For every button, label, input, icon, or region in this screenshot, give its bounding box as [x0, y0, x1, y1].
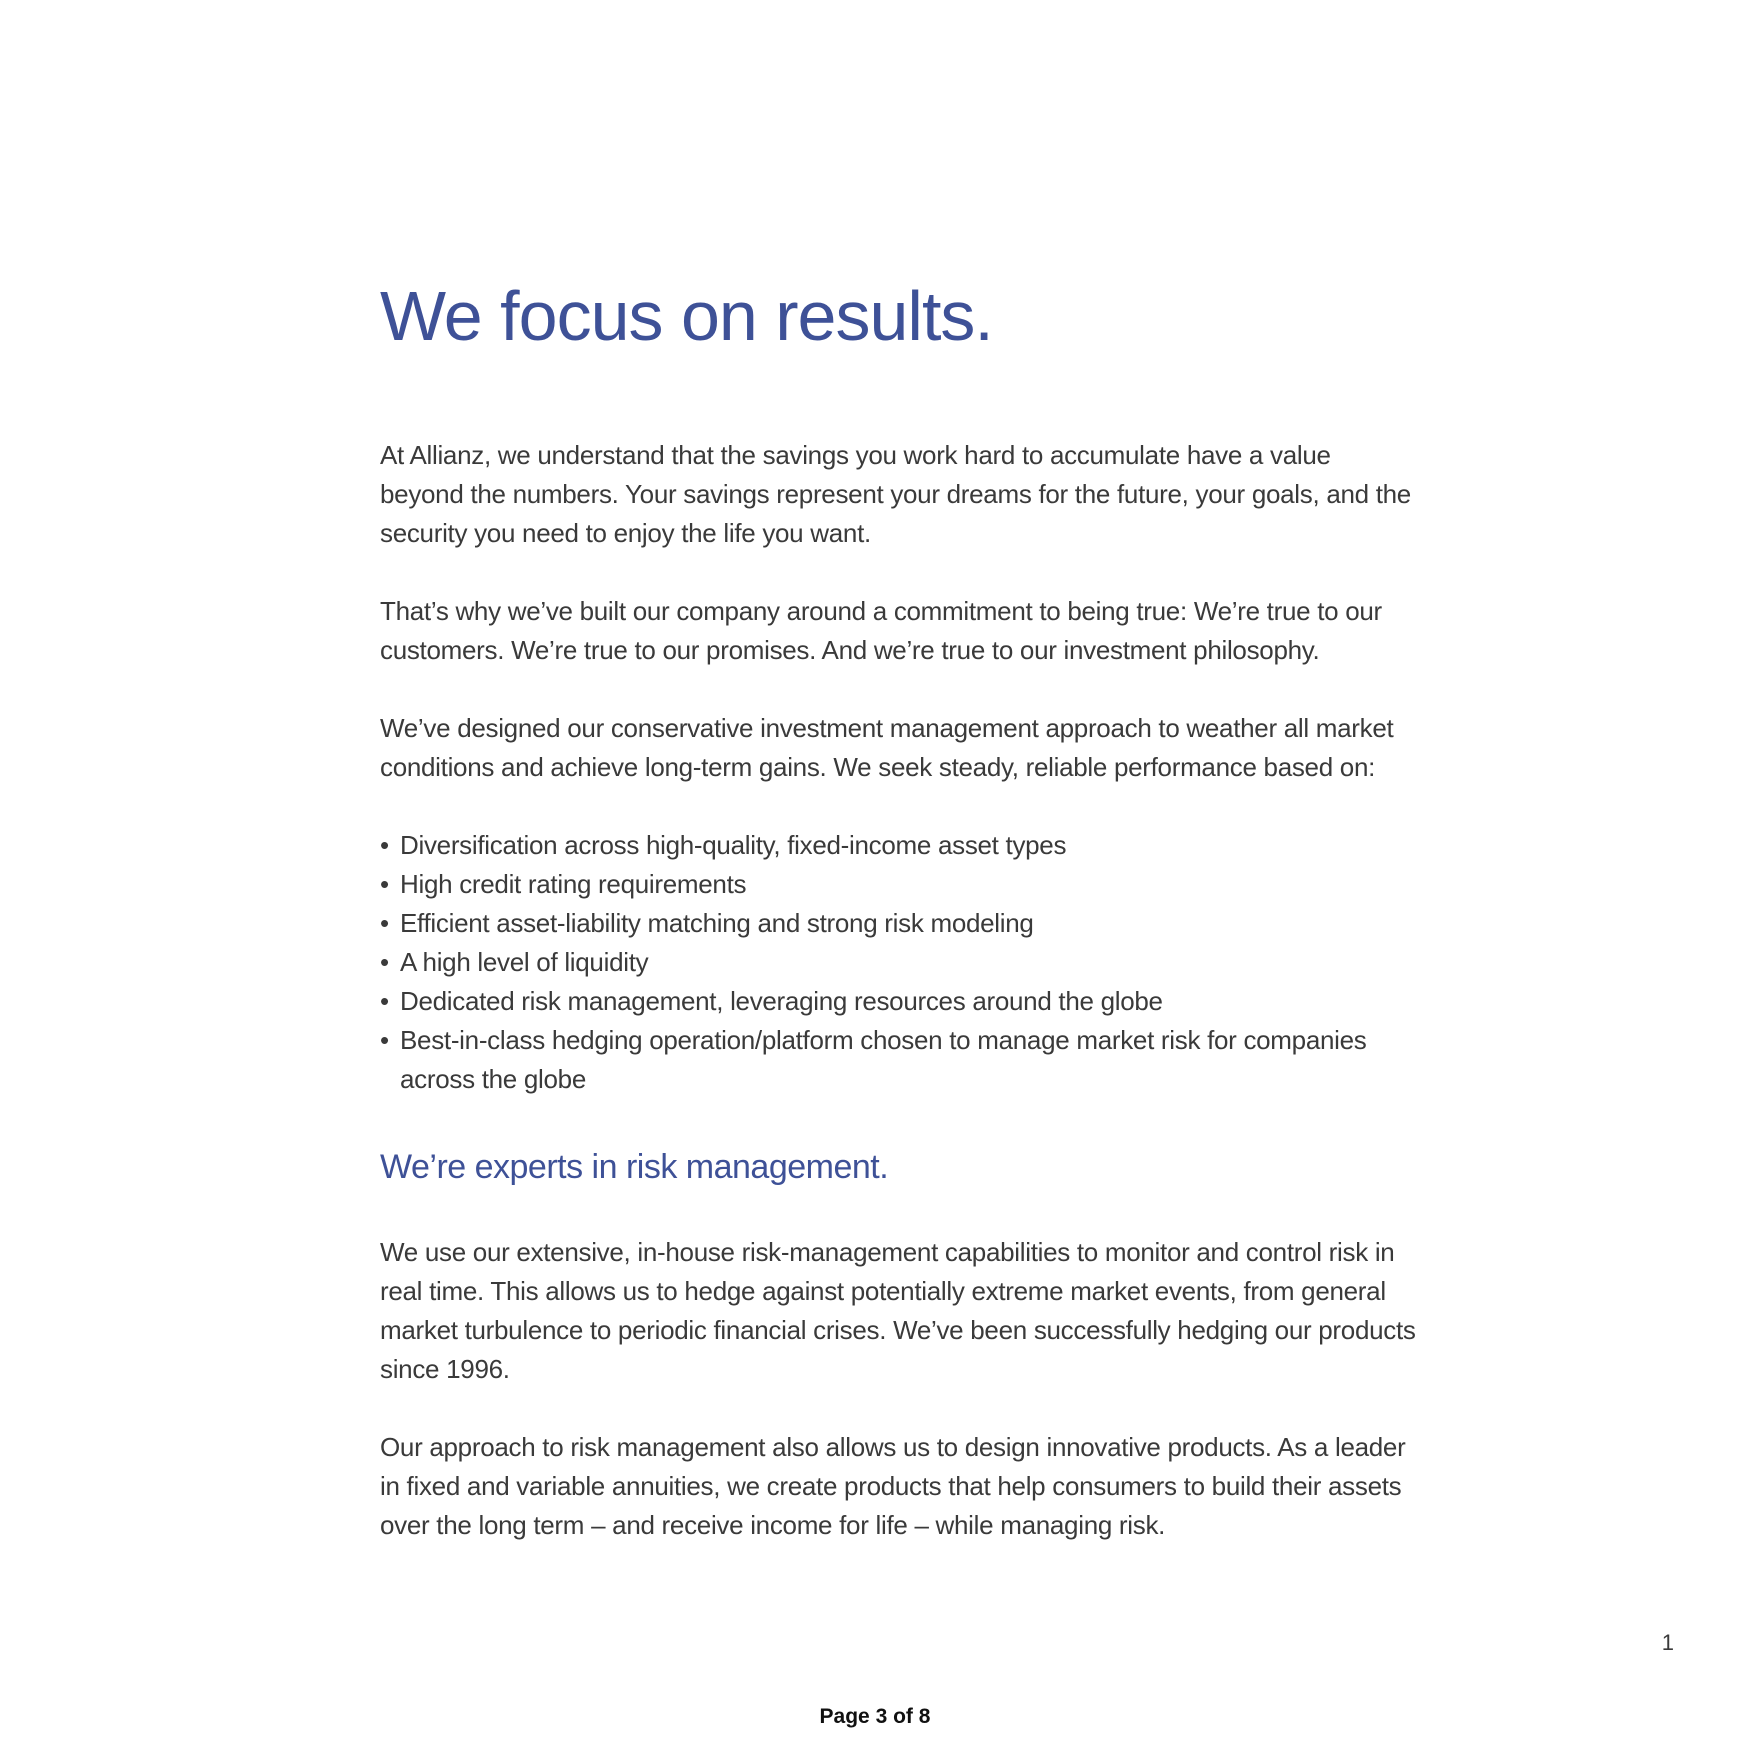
list-item-text: High credit rating requirements: [400, 868, 747, 899]
document-content: [380, 277, 1420, 1545]
intro-paragraph-1: At Allianz, we understand that the savings you work hard to accumulate have a value beyond the numbers. Your savings represent your dreams for the future, your goals, and the security you need to enjoy the life you want.: [380, 439, 1411, 548]
bullet-icon: •: [380, 907, 389, 938]
intro-paragraph-2: That’s why we’ve built our company around a commitment to being true: We’re true to our customers. We’re true to our promises. And we’re true to our investment philosophy.: [380, 595, 1382, 665]
list-item: [380, 982, 1420, 1021]
list-item: [380, 943, 1420, 982]
list-item: [380, 1021, 1420, 1099]
list-item-text: Diversification across high-quality, fixed-income asset types: [400, 829, 1067, 860]
page-number: 1: [1661, 1630, 1674, 1655]
list-item: [380, 904, 1420, 943]
section-paragraph-1: We use our extensive, in-house risk-management capabilities to monitor and control risk in real time. This allows us to hedge against potentially extreme market events, from general market turbulence to periodic financial crises. We’ve been successfully hedging our products since 1996.: [380, 1236, 1416, 1384]
list-item-text: Best-in-class hedging operation/platform chosen to manage market risk for companies across the globe: [400, 1024, 1367, 1094]
bullet-icon: •: [380, 985, 389, 1016]
section-heading: We’re experts in risk management.: [380, 1147, 889, 1186]
page-title: We focus on results.: [380, 277, 993, 355]
bullet-icon: •: [380, 946, 389, 977]
bullet-icon: •: [380, 829, 389, 860]
intro-paragraph-3: We’ve designed our conservative investment management approach to weather all market conditions and achieve long-term gains. We seek steady, reliable performance based on:: [380, 712, 1394, 782]
list-item: [380, 865, 1420, 904]
list-item-text: Efficient asset-liability matching and strong risk modeling: [400, 907, 1034, 938]
page-indicator: Page 3 of 8: [819, 1705, 931, 1728]
list-item-text: Dedicated risk management, leveraging resources around the globe: [400, 985, 1163, 1016]
section-paragraph-2: Our approach to risk management also allows us to design innovative products. As a leader in fixed and variable annuities, we create products that help consumers to build their assets over the long term – and receive income for life – while managing risk.: [380, 1431, 1406, 1540]
list-item-text: A high level of liquidity: [400, 946, 649, 977]
performance-bullet-list: [380, 826, 1420, 1099]
bullet-icon: •: [380, 1024, 389, 1055]
bullet-icon: •: [380, 868, 389, 899]
list-item: [380, 826, 1420, 865]
